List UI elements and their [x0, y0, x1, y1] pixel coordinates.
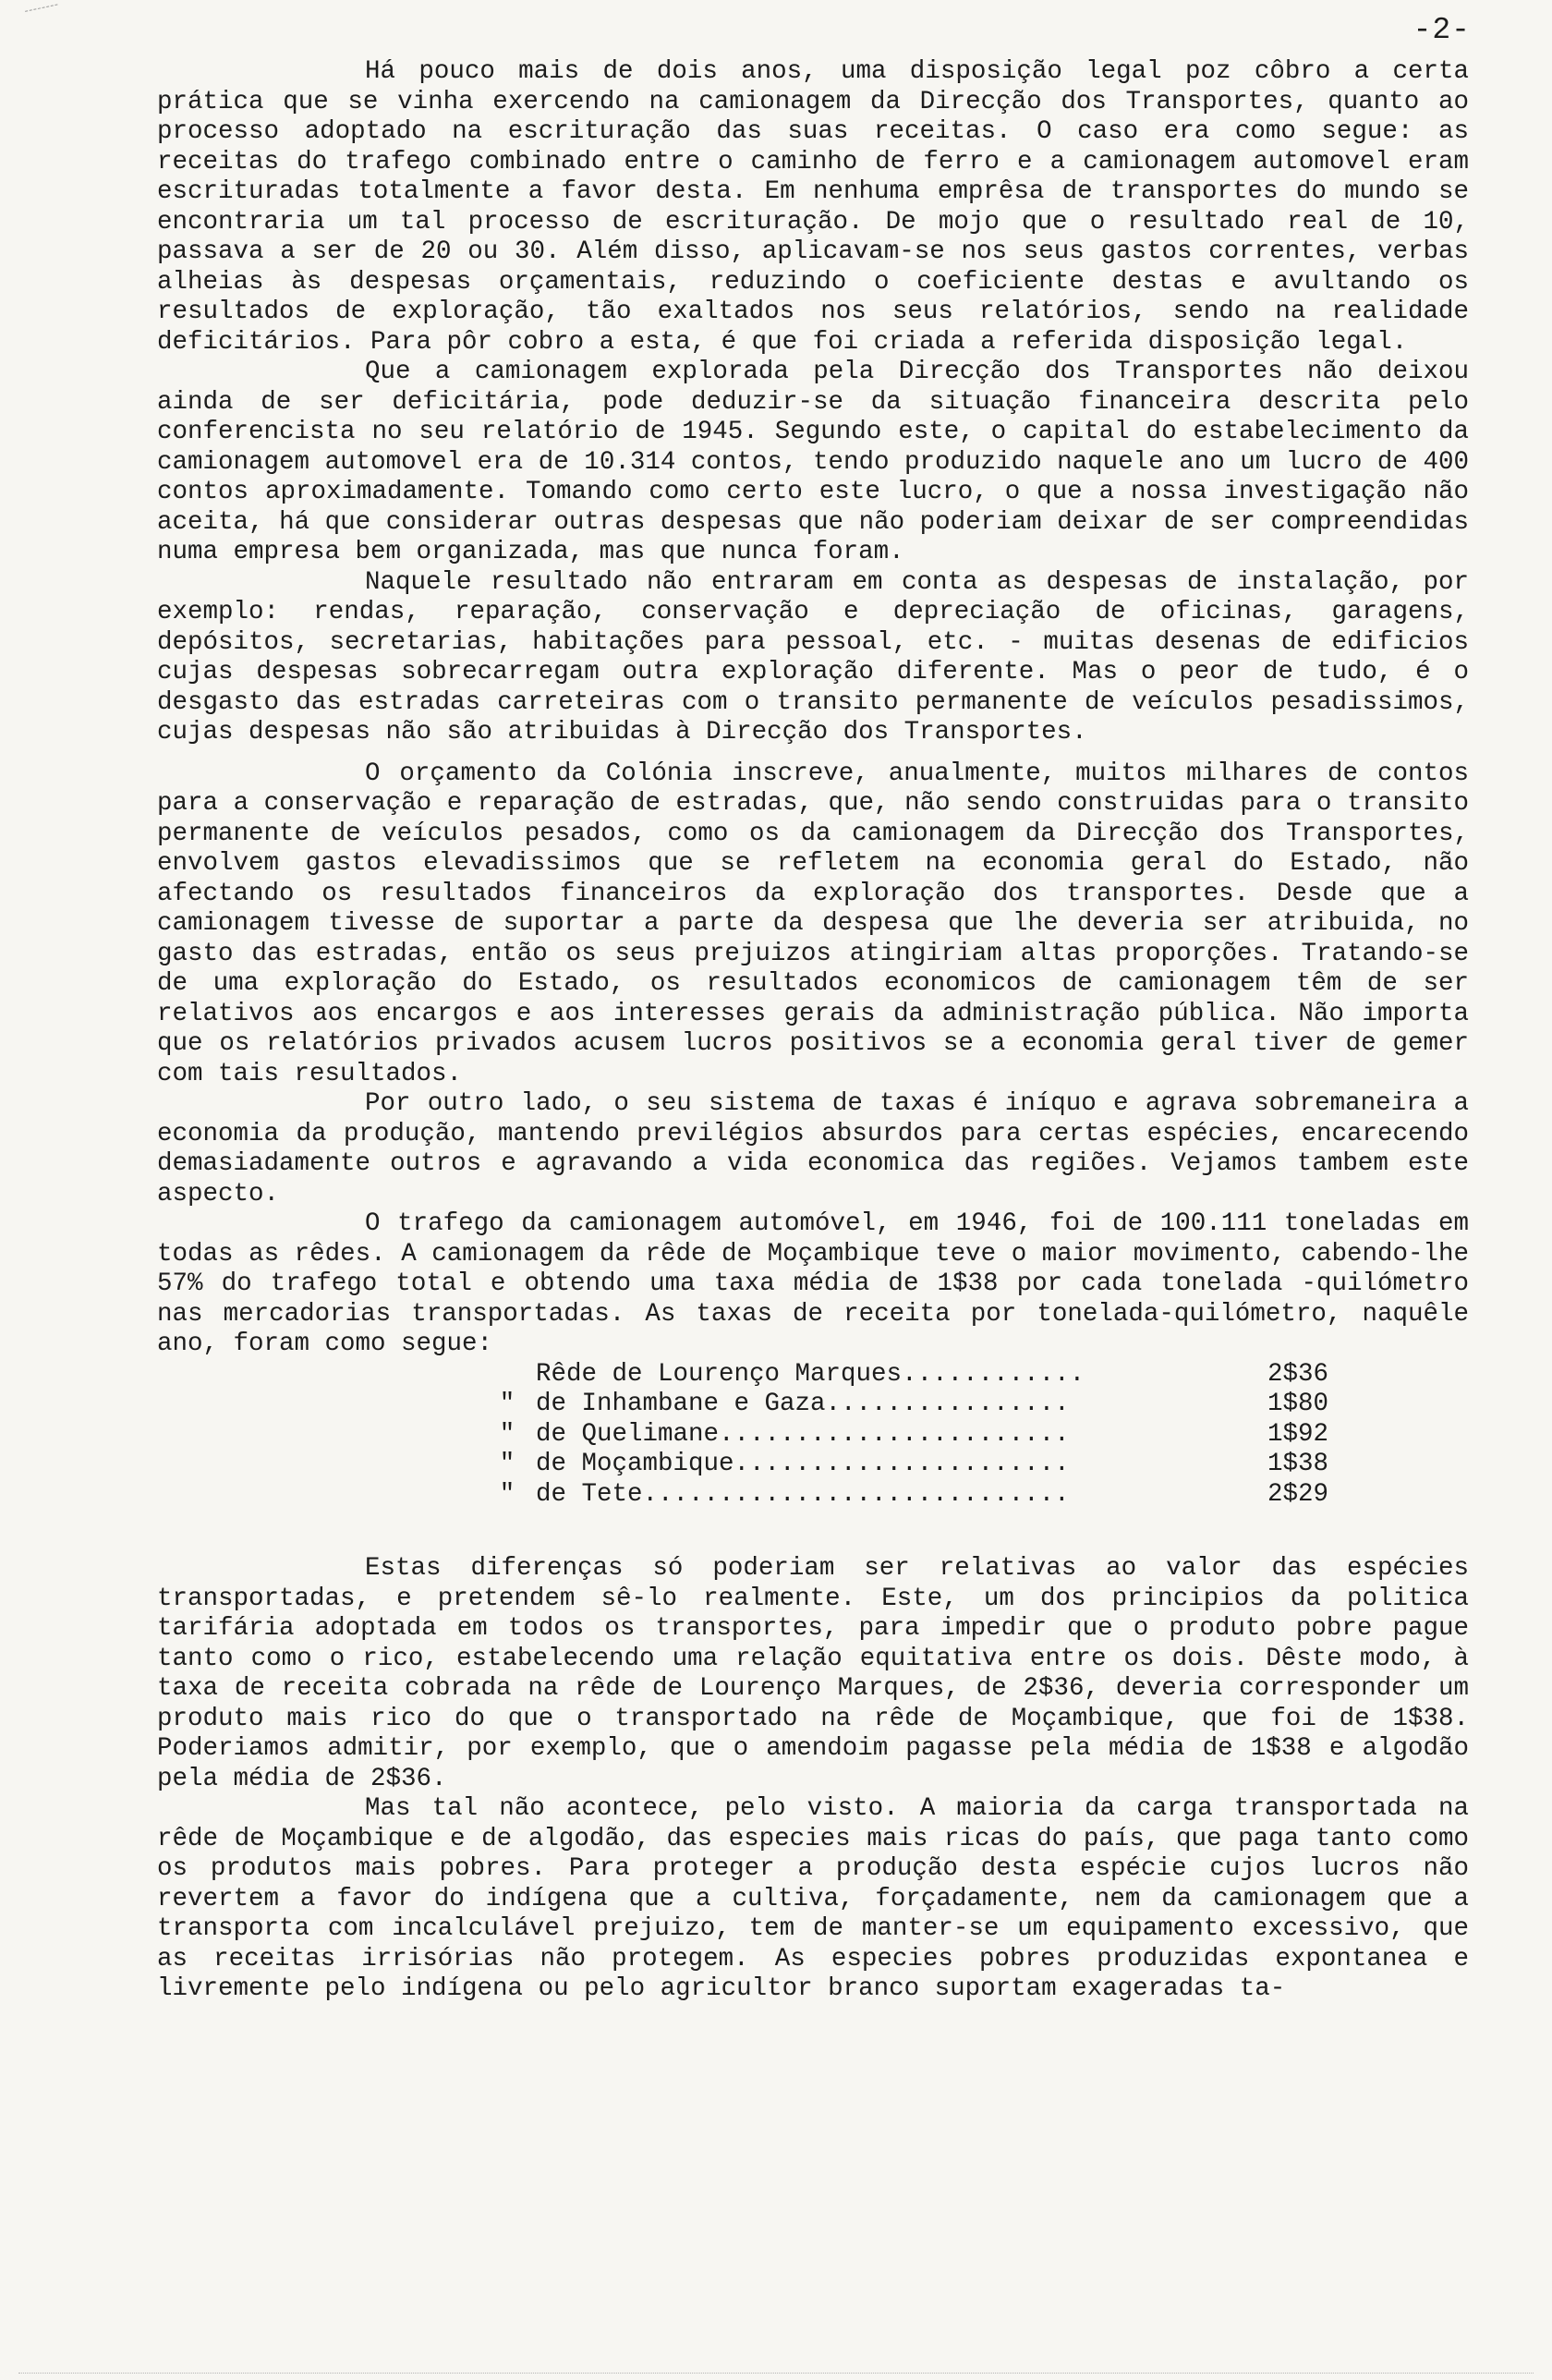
rates-table [479, 1360, 1328, 1511]
table-row [479, 1450, 1328, 1480]
table-row [479, 1360, 1328, 1390]
network-label: Rêde de Lourenço Marques............ [536, 1359, 1085, 1389]
ditto-mark: " [499, 1479, 515, 1509]
ditto-mark: " [499, 1390, 515, 1418]
paragraph-despesas-instalacao: Naquele resultado não entraram em conta as despesas de instalação, por exemplo: rendas, reparação, conservação e depreciação de oficinas, garagens, depósitos, secretarias, habitações para pessoal, etc. - muitas desenas de edificios cujas despesas sobrecarregam outra exploração diferente. Mas o peor de tudo, é o desgasto das estradas carreteiras com o transito permanente de veículos pesadissimos, cujas despesas não são atribuidas à Direcção dos Transportes. [157, 567, 1469, 747]
paragraph-diferencas-taxas: Estas diferenças só poderiam ser relativas ao valor das espécies transportadas, e pretendem sê-lo realmente. Este, um dos principios da politica tarifária adoptada em todos os transportes, para impedir que o produto pobre pague tanto como o rico, estabelecendo uma relação equitativa entre os dois. Dêste modo, à taxa de receita cobrada na rêde de Lourenço Marques, de 2$36, deveria corresponder um produto mais rico do que o transportado na rêde de Moçambique, que foi de 1$38. Poderiamos admitir, por exemplo, que o amendoim pagasse pela média de 1$38 e algodão pela média de 2$36. [157, 1554, 1469, 1793]
table-row [479, 1480, 1328, 1511]
paragraph-camionagem-escrituracao: Há pouco mais de dois anos, uma disposição legal poz côbro a certa prática que se vinha exercendo na camionagem da Direcção dos Transportes, quanto ao processo adoptado na escrituração das suas receitas. O caso era como segue: as receitas do trafego combinado entre o caminho de ferro e a camionagem automovel eram escrituradas totalmente a favor desta. Em nenhuma emprêsa de transportes do mundo se encontraria um tal processo de escrituração. De mojo que o resultado real de 10, passava a ser de 20 ou 30. Além disso, aplicavam-se nos seus gastos correntes, verbas alheias às despesas orçamentais, reduzindo o coeficiente destas e avultando os resultados de exploração, tão exaltados nos seus relatórios, sendo na realidade deficitários. Para pôr cobro a esta, é que foi criada a referida disposição legal. [157, 57, 1469, 357]
table-row [479, 1390, 1328, 1420]
paper-mark [25, 4, 60, 22]
table-row [479, 1420, 1328, 1451]
network-label: de Inhambane e Gaza................ [536, 1390, 1070, 1418]
page-bottom-edge [18, 2373, 1534, 2374]
rate-value: 1$92 [1267, 1419, 1328, 1449]
network-label: de Moçambique...................... [536, 1450, 1070, 1478]
ditto-mark [479, 1360, 536, 1390]
paragraph-situacao-financeira: Que a camionagem explorada pela Direcção dos Transportes não deixou ainda de ser deficitária, pode deduzir-se da situação financeira descrita pelo conferencista no seu relatório de 1945. Segundo este, o capital do estabelecimento da camionagem automovel era de 10.314 contos, tendo produzido naquele ano um lucro de 400 contos aproximadamente. Tomando como certo este lucro, o que a nossa investigação não aceita, há que considerar outras despesas que não poderiam deixar de ser compreendidas numa empresa bem organizada, mas que nunca foram. [157, 358, 1469, 566]
network-label: de Quelimane....................... [536, 1419, 1070, 1449]
ditto-mark: " [499, 1419, 515, 1449]
rate-value: 2$29 [1267, 1479, 1328, 1509]
paragraph-sistema-taxas: Por outro lado, o seu sistema de taxas é iníquo e agrava sobremaneira a economia da produção, mantendo previlégios absurdos para certas espécies, encarecendo demasiadamente outros e agravando a vida economica das regiões. Vejamos tambem este aspecto. [157, 1089, 1469, 1208]
ditto-mark: " [499, 1450, 515, 1478]
document-body [157, 57, 1469, 2005]
paragraph-carga-algodao: Mas tal não acontece, pelo visto. A maioria da carga transportada na rêde de Moçambique e de algodão, das especies mais ricas do país, que paga tanto como os produtos mais pobres. Para proteger a produção desta espécie cujos lucros não revertem a favor do indígena que a cultiva, forçadamente, nem da camionagem que a transporta com incalculável prejuizo, tem de manter-se um equipamento excessivo, que as receitas irrisórias não protegem. As especies pobres produzidas expontanea e livremente pelo indígena ou pelo agricultor branco suportam exageradas ta- [157, 1794, 1469, 2003]
rate-value: 1$80 [1267, 1390, 1328, 1418]
page-number: -2- [1413, 13, 1471, 47]
network-label: de Tete............................ [536, 1479, 1070, 1509]
rate-value: 1$38 [1267, 1450, 1328, 1478]
paragraph-trafego-1946: O trafego da camionagem automóvel, em 1946, foi de 100.111 toneladas em todas as rêdes. A camionagem da rêde de Moçambique teve o maior movimento, cabendo-lhe 57% do trafego total e obtendo uma taxa média de 1$38 por cada tonelada -quilómetro nas mercadorias transportadas. As taxas de receita por tonelada-quilómetro, naquêle ano, foram como segue: [157, 1209, 1469, 1358]
rate-value: 2$36 [1267, 1359, 1328, 1389]
paragraph-orcamento-colonia: O orçamento da Colónia inscreve, anualmente, muitos milhares de contos para a conservação e reparação de estradas, que, não sendo construidas para o transito permanente de veículos pesados, como os da camionagem da Direcção dos Transportes, envolvem gastos elevadissimos que se refletem na economia geral do Estado, não afectando os resultados financeiros da exploração dos transportes. Desde que a camionagem tivesse de suportar a parte da despesa que lhe deveria ser atribuida, no gasto das estradas, então os seus prejuizos atingiriam altas proporções. Tratando-se de uma exploração do Estado, os resultados economicos de camionagem têm de ser relativos aos encargos e aos interesses gerais da administração pública. Não importa que os relatórios privados acusem lucros positivos se a economia geral tiver de gemer com tais resultados. [157, 759, 1469, 1088]
